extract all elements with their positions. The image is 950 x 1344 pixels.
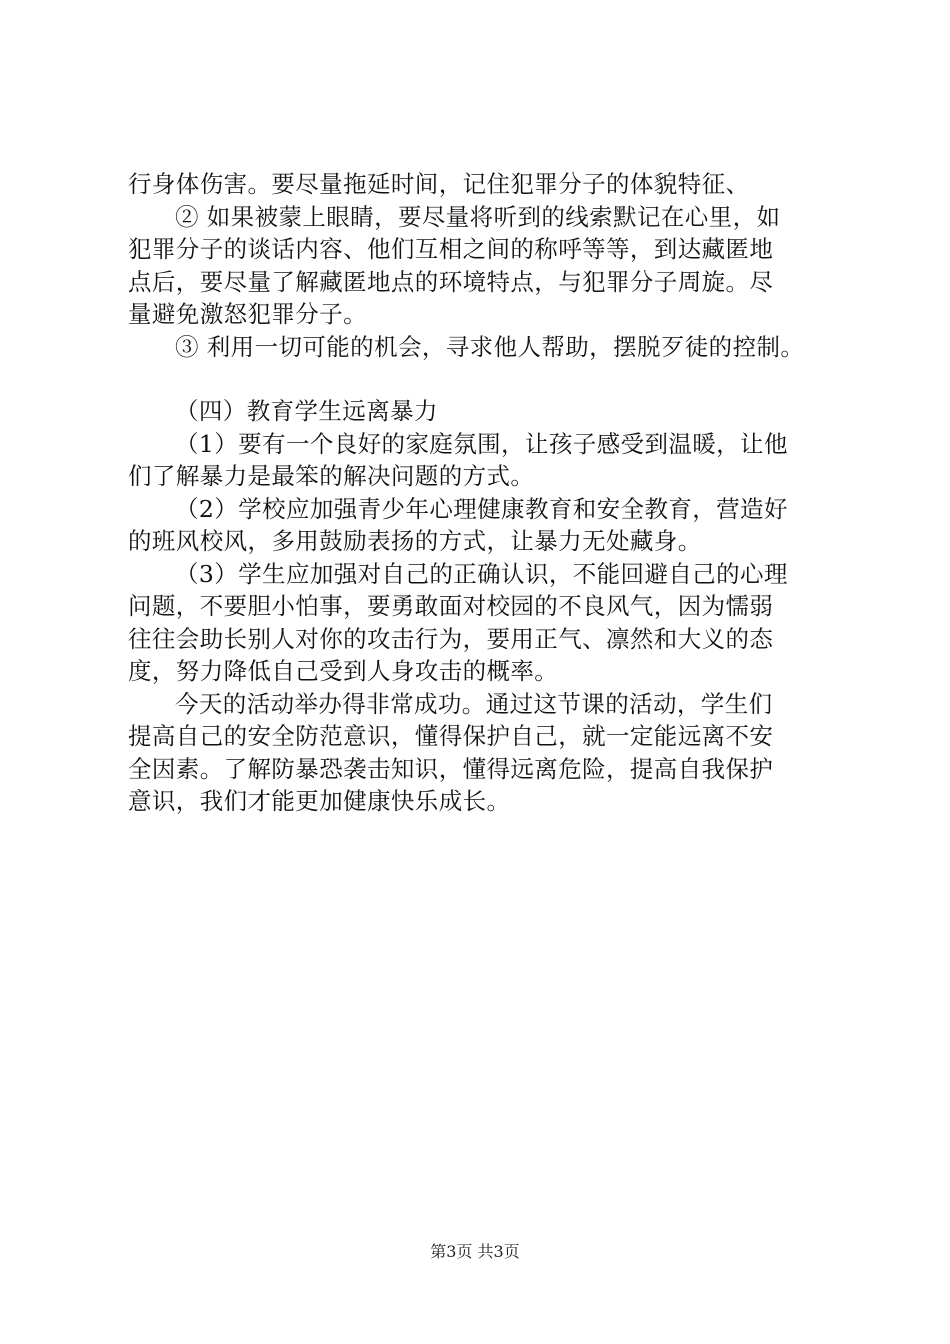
body-line: ② 如果被蒙上眼睛，要尽量将听到的线索默记在心里，如 bbox=[175, 202, 781, 231]
body-line: 全因素。了解防暴恐袭击知识，懂得远离危险，提高自我保护 bbox=[128, 754, 774, 783]
body-line: 量避免激怒犯罪分子。 bbox=[128, 300, 367, 328]
body-line: 犯罪分子的谈话内容、他们互相之间的称呼等等，到达藏匿地 bbox=[128, 235, 774, 263]
body-line: （2）学校应加强青少年心理健康教育和安全教育，营造好 bbox=[175, 494, 788, 523]
body-line: （3）学生应加强对自己的正确认识，不能回避自己的心理 bbox=[175, 559, 788, 588]
body-line: 今天的活动举办得非常成功。通过这节课的活动，学生们 bbox=[175, 689, 773, 718]
section-heading: （四）教育学生远离暴力 bbox=[175, 397, 438, 425]
body-line: 问题，不要胆小怕事，要勇敢面对校园的不良风气，因为懦弱 bbox=[128, 592, 774, 620]
document-body bbox=[128, 168, 828, 818]
body-line: 点后，要尽量了解藏匿地点的环境特点，与犯罪分子周旋。尽 bbox=[128, 267, 774, 296]
body-line: ③ 利用一切可能的机会，寻求他人帮助，摆脱歹徒的控制。 bbox=[175, 332, 805, 361]
body-line: （1）要有一个良好的家庭氛围，让孩子感受到温暖，让他 bbox=[175, 429, 788, 458]
body-line: 们了解暴力是最笨的解决问题的方式。 bbox=[128, 462, 535, 490]
body-line: 行身体伤害。要尽量拖延时间，记住犯罪分子的体貌特征、 bbox=[128, 170, 750, 198]
paragraph-gap bbox=[128, 363, 828, 395]
page-footer bbox=[0, 1242, 950, 1262]
body-line: 度，努力降低自己受到人身攻击的概率。 bbox=[128, 657, 559, 685]
body-line: 意识，我们才能更加健康快乐成长。 bbox=[128, 787, 511, 815]
body-line: 往往会助长别人对你的攻击行为，要用正气、凛然和大义的态 bbox=[128, 624, 774, 653]
body-line: 的班风校风，多用鼓励表扬的方式，让暴力无处藏身。 bbox=[128, 527, 702, 555]
body-line: 提高自己的安全防范意识，懂得保护自己，就一定能远离不安 bbox=[128, 722, 774, 750]
page-number: 第3页 共3页 bbox=[430, 1242, 520, 1261]
